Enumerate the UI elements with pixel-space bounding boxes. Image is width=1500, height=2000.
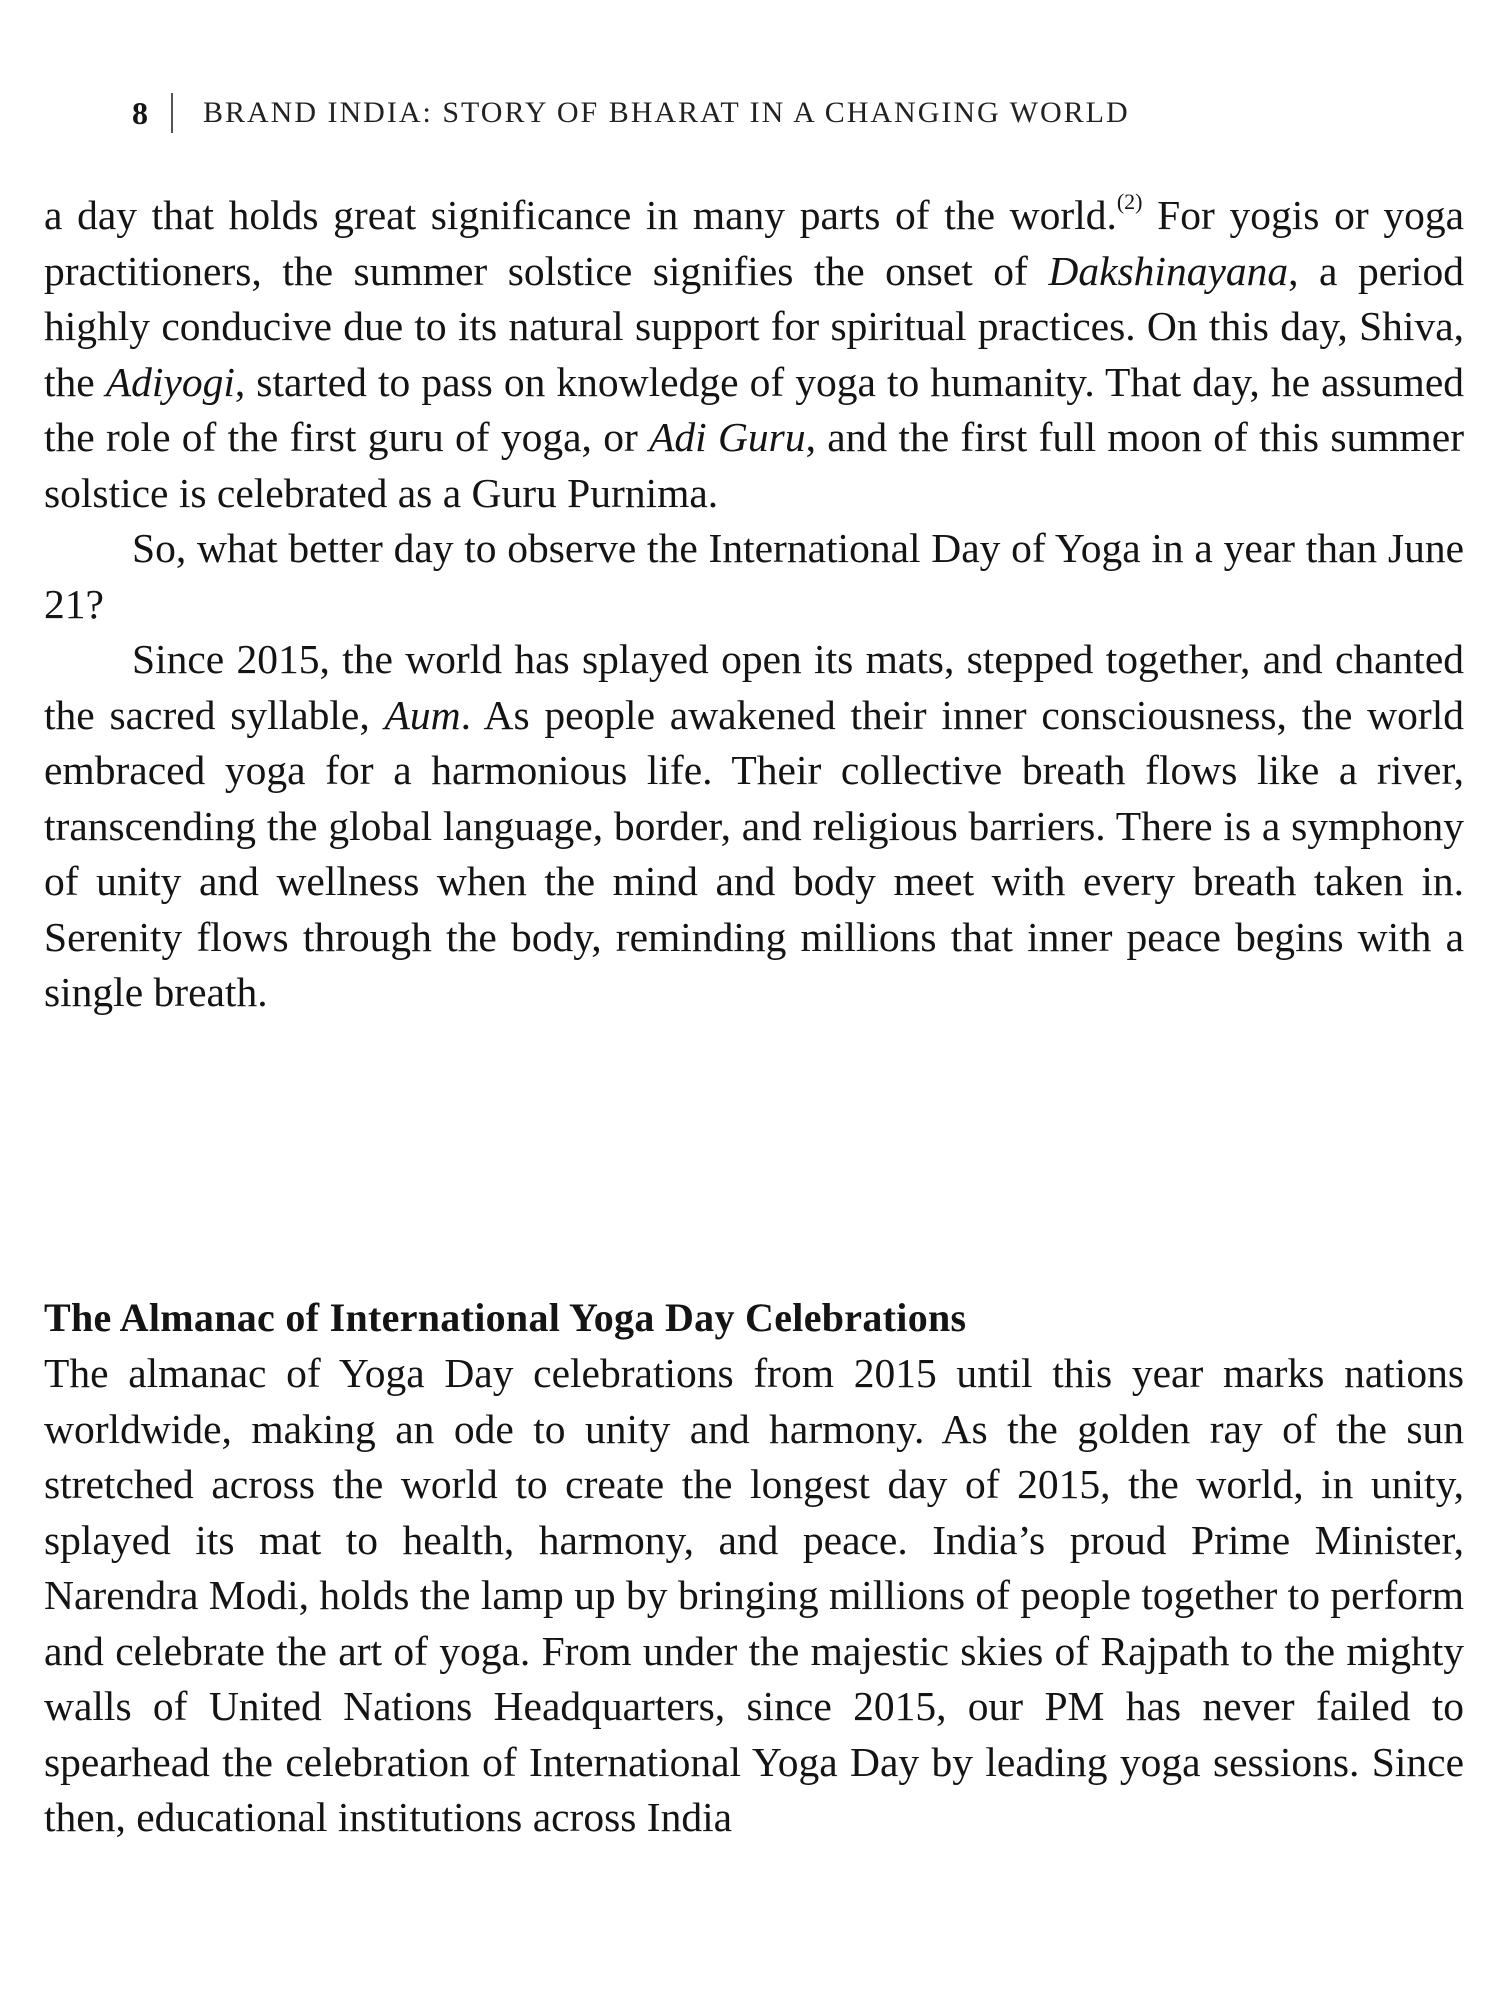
italic-term: Adiyogi — [105, 358, 235, 405]
paragraph-solstice — [44, 188, 1464, 521]
italic-term: Adi Guru — [649, 414, 806, 460]
running-header — [132, 88, 1382, 138]
footnote-reference: (2) — [1116, 189, 1143, 214]
header-divider — [171, 93, 173, 133]
section-heading: The Almanac of International Yoga Day Celebrations — [44, 1295, 967, 1340]
text-run: a day that holds great significance in many parts of the world. — [44, 192, 1117, 238]
text-run: , and the first full moon of this summer solstice is celebrated as a Guru Purnima. — [44, 414, 1465, 516]
body-text — [44, 188, 1464, 1021]
almanac-section — [44, 1290, 1464, 1846]
text-run: . As people awakened their inner consciousness, the world embraced yoga for a harmonious life. Their collective breath flows like a river, transcending the global language, border, and religious barriers. There is a symphony of unity and wellness when the mind and body meet with every breath taken in. Serenity flows through the body, reminding millions that inner peace begins with a single breath. — [44, 691, 1464, 1015]
running-title: BRAND INDIA: STORY OF BHARAT IN A CHANGING WORLD — [203, 96, 1130, 129]
paragraph-since-2015 — [44, 632, 1464, 1021]
italic-term: Dakshinayana — [1048, 247, 1289, 294]
page-number: 8 — [132, 94, 149, 131]
text-run: For yogis or yoga practitioners, the summer solstice signifies the onset of — [44, 192, 1464, 294]
text-run: , started to pass on knowledge of yoga to humanity. That day, he assumed the role of the first guru of yoga, or — [44, 358, 1464, 460]
text-run: , a period highly conducive due to its natural support for spiritual practices. On this day, Shiva, the — [44, 247, 1464, 405]
italic-term: Aum — [384, 691, 461, 738]
paragraph-june-21: So, what better day to observe the International Day of Yoga in a year than June 21? — [44, 525, 1464, 627]
paragraph-almanac: The almanac of Yoga Day celebrations from 2015 until this year marks nations worldwide, making an ode to unity and harmony. As the golden ray of the sun stretched across the world to create the longest day of 2015, the world, in unity, splayed its mat to health, harmony, and peace. India’s proud Prime Minister, Narendra Modi, holds the lamp up by bringing millions of people together to perform and celebrate the art of yoga. From under the majestic skies of Rajpath to the mighty walls of United Nations Headquarters, since 2015, our PM has never failed to spearhead the celebration of International Yoga Day by leading yoga sessions. Since then, educational institutions across India — [44, 1350, 1464, 1840]
text-run: Since 2015, the world has splayed open its mats, stepped together, and chanted the sacred syllable, — [44, 636, 1464, 738]
